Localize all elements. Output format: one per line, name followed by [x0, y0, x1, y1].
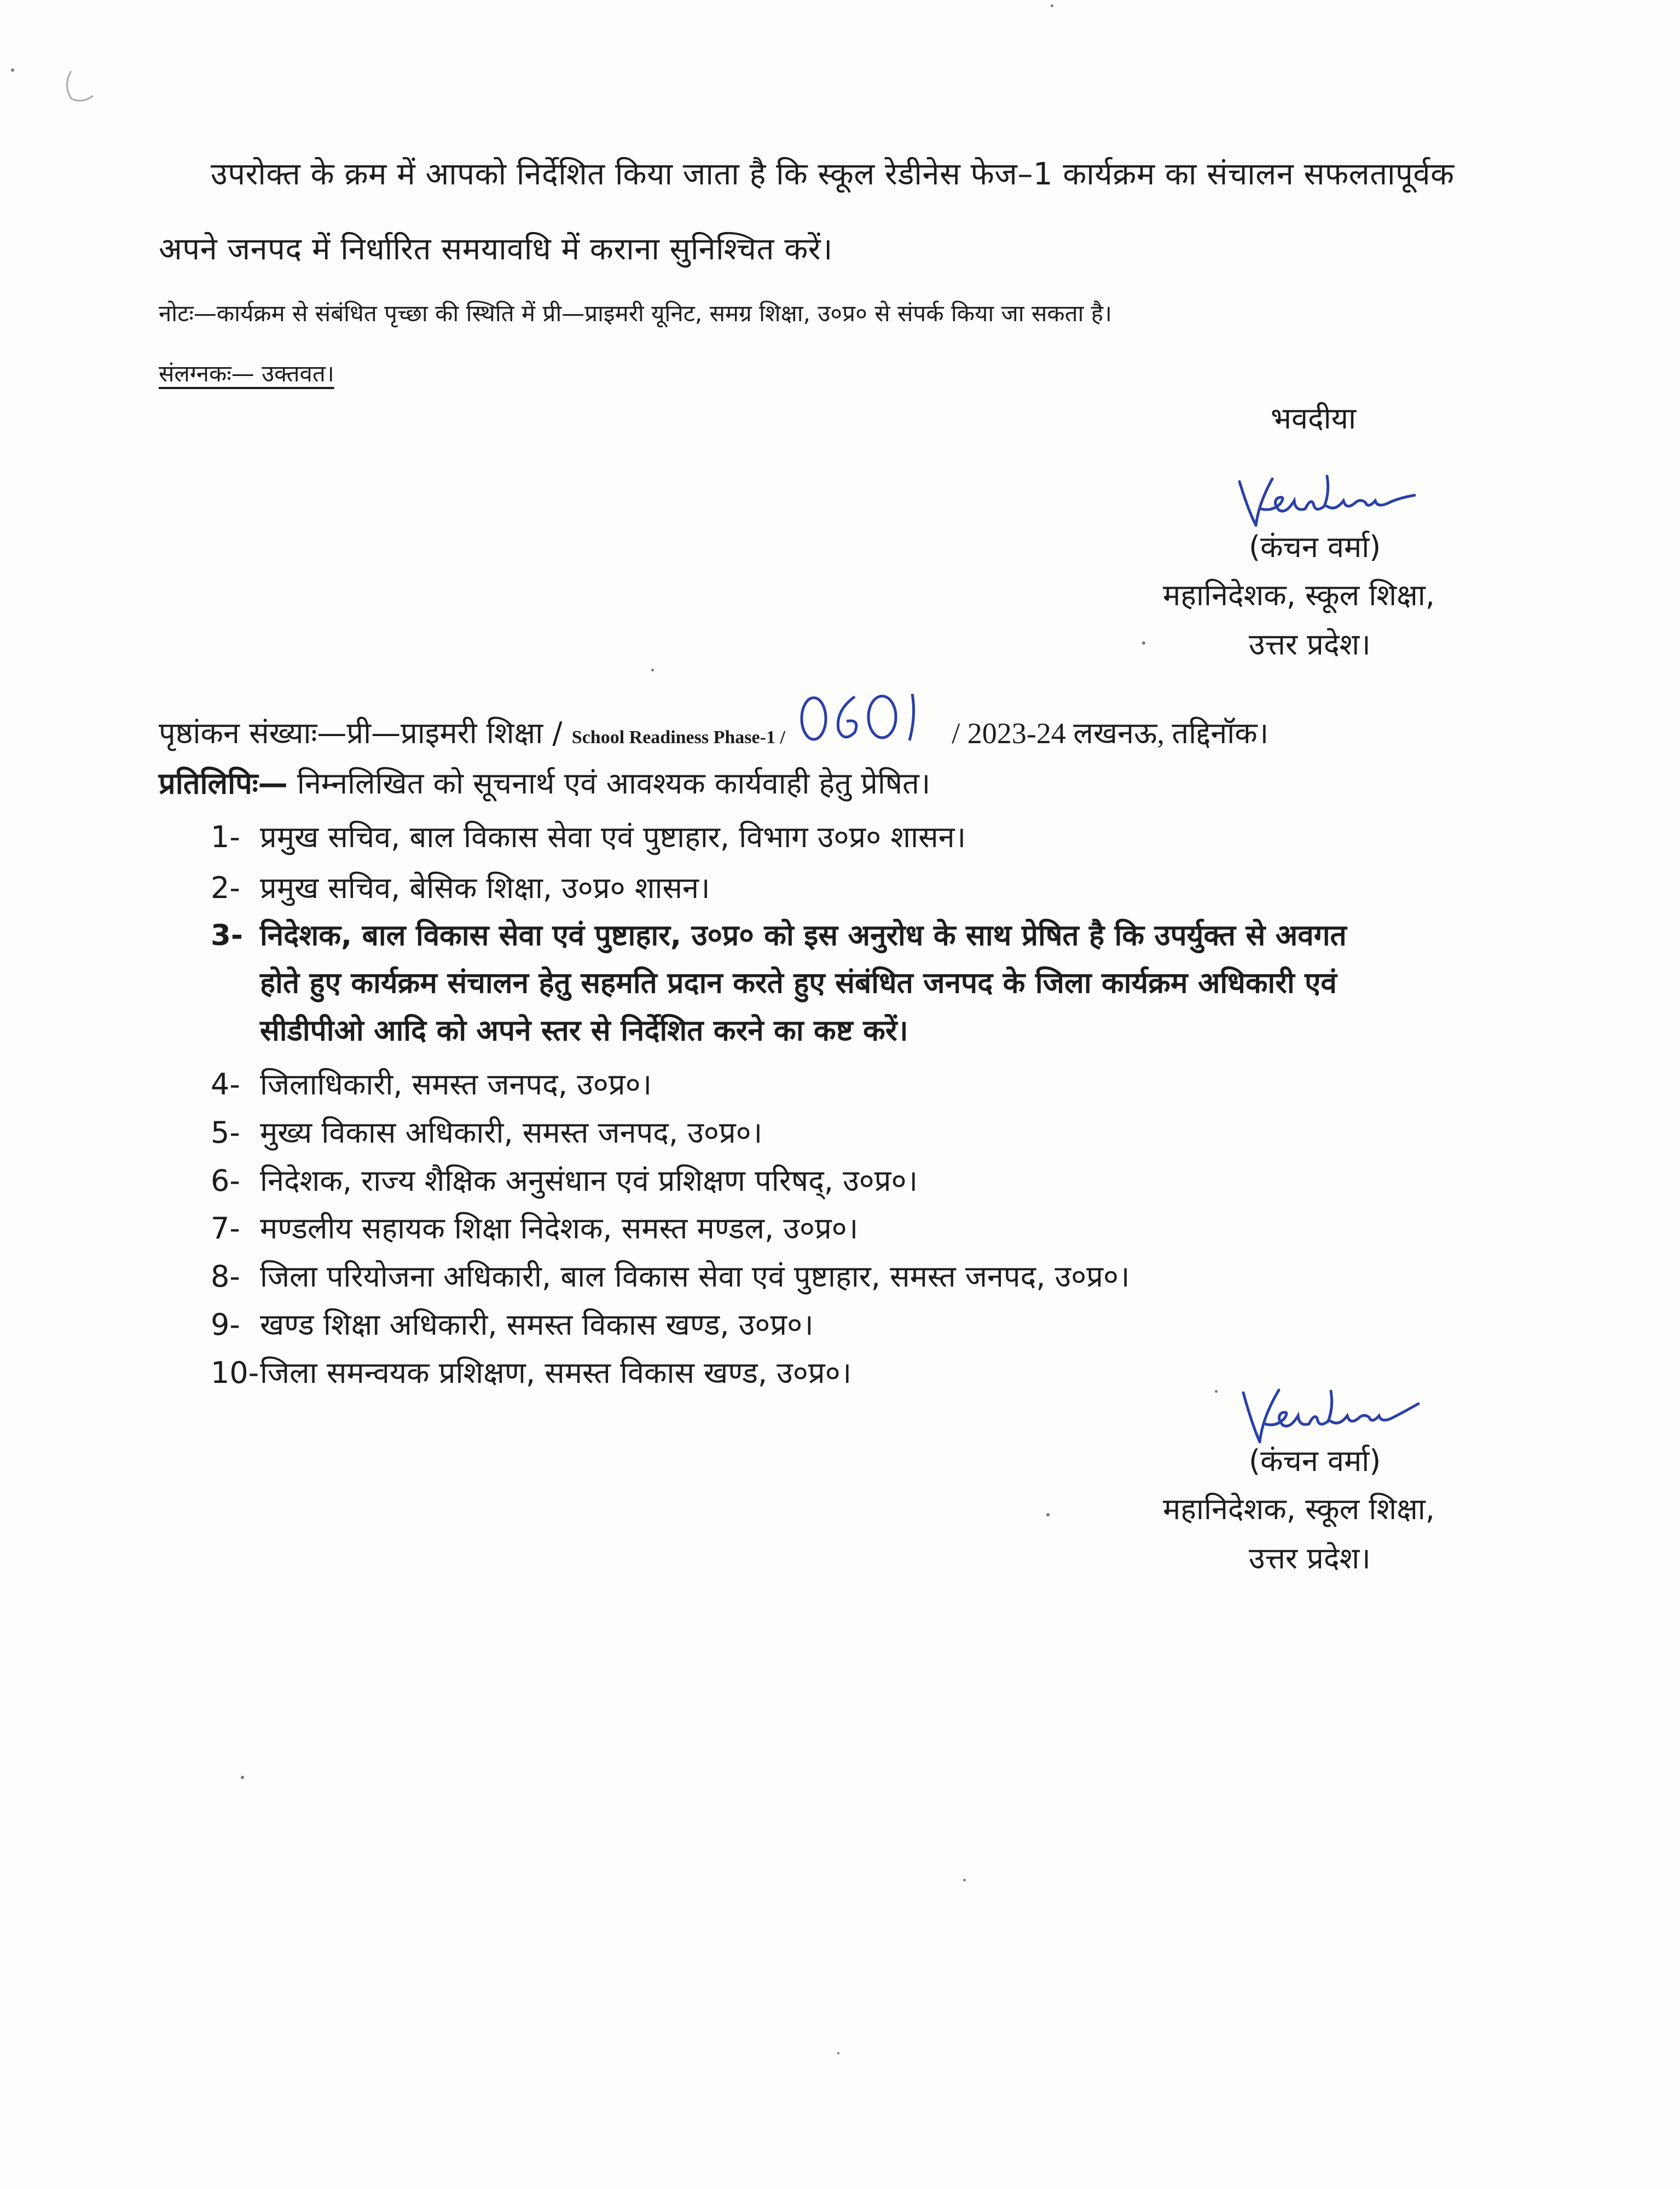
signatory-name: (कंचन वर्मा) — [1249, 1444, 1381, 1478]
list-item: 9- खण्ड शिक्षा अधिकारी, समस्त विकास खण्ड, उ०प्र०। — [211, 1307, 814, 1342]
scan-speck — [837, 2052, 839, 2054]
endorsement-program: School Readiness Phase-1 / — [571, 727, 785, 748]
scan-speck — [1046, 1513, 1050, 1516]
endorsement-line — [159, 711, 1268, 752]
signatory-state: उत्तर प्रदेश। — [1249, 627, 1371, 662]
endorsement-suffix: / 2023-24 लखनऊ, तद्दिनॉक। — [952, 717, 1269, 750]
list-item-continuation: सीडीपीओ आदि को अपने स्तर से निर्देशित करने का कष्ट करें। — [260, 1014, 908, 1047]
signatory-designation: महानिदेशक, स्कूल शिक्षा, — [1163, 578, 1435, 612]
scan-speck — [1051, 4, 1053, 7]
note-text: नोटः—कार्यक्रम से संबंधित पृच्छा की स्थिति में प्री—प्राइमरी यूनिट, समग्र शिक्षा, उ०प्र० से संपर्क किया जा सकता है। — [159, 300, 1112, 327]
list-item: 10-जिला समन्वयक प्रशिक्षण, समस्त विकास खण्ड, उ०प्र०। — [211, 1356, 852, 1390]
copy-to-line — [159, 762, 930, 802]
signatory-designation: महानिदेशक, स्कूल शिक्षा, — [1163, 1492, 1435, 1526]
endorsement-prefix: पृष्ठांकन संख्याः—प्री—प्राइमरी शिक्षा / — [159, 716, 563, 750]
list-item: 6- निदेशक, राज्य शैक्षिक अनुसंधान एवं प्रशिक्षण परिषद्, उ०प्र०। — [211, 1163, 918, 1198]
list-item-continuation: होते हुए कार्यक्रम संचालन हेतु सहमति प्रदान करते हुए संबंधित जनपद के जिला कार्यक्रम अधिकारी एवं — [260, 966, 1337, 1000]
scan-speck — [1215, 1390, 1218, 1393]
list-item: 5- मुख्य विकास अधिकारी, समस्त जनपद, उ०प्र०। — [211, 1115, 763, 1150]
signatory-name: (कंचन वर्मा) — [1249, 530, 1381, 564]
list-item: 1- प्रमुख सचिव, बाल विकास सेवा एवं पुष्टाहार, विभाग उ०प्र० शासन। — [211, 820, 966, 854]
copy-to-label: प्रतिलिपिः— — [159, 766, 288, 801]
enclosure-label: संलग्नकः— उक्तवत। — [159, 360, 334, 387]
scan-speck — [963, 1879, 966, 1881]
list-item: 4- जिलाधिकारी, समस्त जनपद, उ०प्र०। — [211, 1067, 652, 1102]
handwritten-number — [795, 738, 942, 743]
body-paragraph-line-1: उपरोक्त के क्रम में आपको निर्देशित किया जाता है कि स्कूल रेडीनेस फेज–1 कार्यक्रम का संचालन सफलतापूर्वक — [211, 157, 1455, 192]
scan-speck — [11, 68, 14, 72]
closing-salutation: भवदीया — [1271, 401, 1356, 436]
enclosure-line — [159, 357, 334, 389]
scan-speck — [1142, 641, 1145, 645]
signatory-state: उत्तर प्रदेश। — [1249, 1541, 1371, 1576]
copy-to-text: निम्नलिखित को सूचनार्थ एवं आवश्यक कार्यवाही हेतु प्रेषित। — [297, 766, 931, 801]
body-paragraph-line-2: अपने जनपद में निर्धारित समयावधि में कराना सुनिश्चित करें। — [159, 231, 833, 267]
scan-mark — [60, 68, 104, 107]
scan-speck — [651, 669, 654, 671]
scan-speck — [241, 1776, 244, 1779]
list-item: 2- प्रमुख सचिव, बेसिक शिक्षा, उ०प्र० शासन। — [211, 871, 710, 905]
list-item: 3- निदेशक, बाल विकास सेवा एवं पुष्टाहार, उ०प्र० को इस अनुरोध के साथ प्रेषित है कि उपर्युक्त से अवगत — [211, 919, 1347, 952]
list-item: 7- मण्डलीय सहायक शिक्षा निदेशक, समस्त मण्डल, उ०प्र०। — [211, 1211, 859, 1246]
list-item: 8- जिला परियोजना अधिकारी, बाल विकास सेवा एवं पुष्टाहार, समस्त जनपद, उ०प्र०। — [211, 1259, 1130, 1294]
